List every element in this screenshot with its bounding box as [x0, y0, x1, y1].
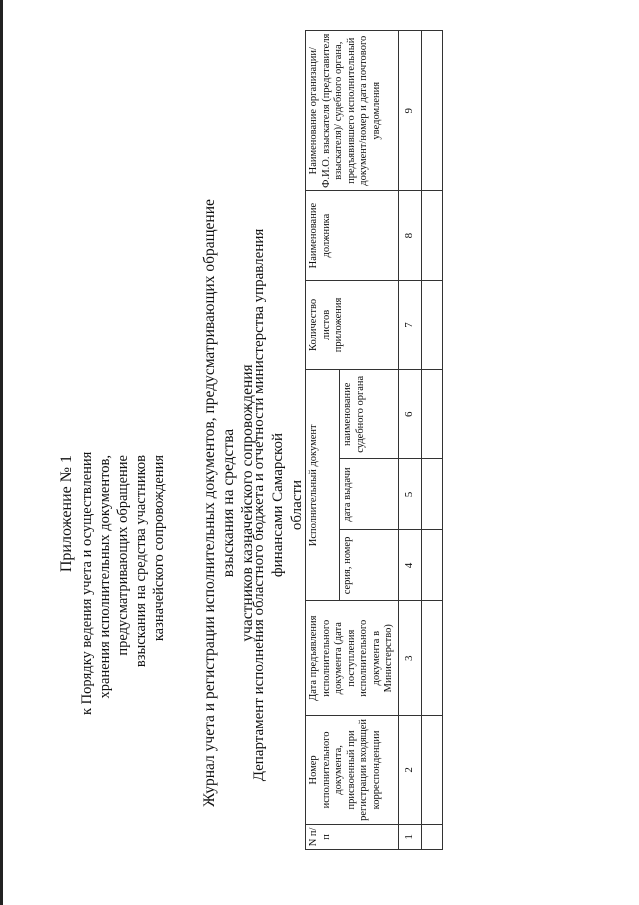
- table-cell: [421, 824, 442, 849]
- table-cell: [421, 370, 442, 459]
- column-number: 3: [398, 601, 421, 716]
- column-number: 9: [398, 31, 421, 191]
- table-cell: [421, 459, 442, 530]
- header-cell: Номер исполнительного документа, присвоенный при регистрации входящей корреспонденции: [306, 716, 399, 825]
- column-number: 2: [398, 716, 421, 825]
- table-cell: [421, 601, 442, 716]
- department-line: Департамент исполнения областного бюджета и отчетности министерства управления финансами Самарской: [251, 228, 286, 782]
- appendix-block: [58, 451, 168, 715]
- journal-title-line: участников казначейского сопровождения: [239, 364, 256, 642]
- column-number-row: [398, 31, 421, 850]
- department-line: области: [289, 479, 305, 531]
- appendix-line: к Порядку ведения учета и осуществления: [79, 451, 95, 715]
- appendix-line: предусматривающих обращение: [115, 455, 131, 656]
- table-header-row: [306, 31, 340, 850]
- column-number: 6: [398, 370, 421, 459]
- header-cell: Количество листов приложения: [306, 280, 399, 369]
- journal-title-line: Журнал учета и регистрации исполнительных документов, предусматривающих обращение взыскания на средства: [201, 199, 237, 807]
- header-cell: Наименование организации/ Ф.И.О. взыскателя (представителя взыскателя)/ судебного органа, предъявившего исполнительный документ/номер и дата почтового уведомления: [306, 31, 399, 191]
- appendix-number: Приложение № 1: [58, 455, 75, 573]
- column-number: 1: [398, 824, 421, 849]
- column-number: 7: [398, 280, 421, 369]
- column-number: 5: [398, 459, 421, 530]
- table-cell: [421, 280, 442, 369]
- appendix-line: взыскания на средства участников: [133, 455, 149, 668]
- appendix-line: хранения исполнительных документов,: [97, 455, 113, 699]
- table-cell: [421, 530, 442, 601]
- header-cell: Дата предъявления исполнительного документа (дата поступления исполнительного документа в Министерство): [306, 601, 399, 716]
- column-number: 4: [398, 530, 421, 601]
- header-cell: дата выдачи: [340, 459, 398, 530]
- header-cell: N п/п: [306, 824, 399, 849]
- header-cell: наименование судебного органа: [340, 370, 398, 459]
- table-cell: [421, 716, 442, 825]
- journal-title: [200, 183, 257, 823]
- column-number: 8: [398, 191, 421, 280]
- table-row: [421, 31, 442, 850]
- appendix-line: казначейского сопровождения: [151, 455, 167, 642]
- department-name: [250, 205, 307, 805]
- header-group-cell: Исполнительный документ: [306, 370, 340, 601]
- table-cell: [421, 191, 442, 280]
- journal-table: [305, 30, 443, 850]
- header-cell: серия, номер: [340, 530, 398, 601]
- header-cell: Наименование должника: [306, 191, 399, 280]
- table-cell: [421, 31, 442, 191]
